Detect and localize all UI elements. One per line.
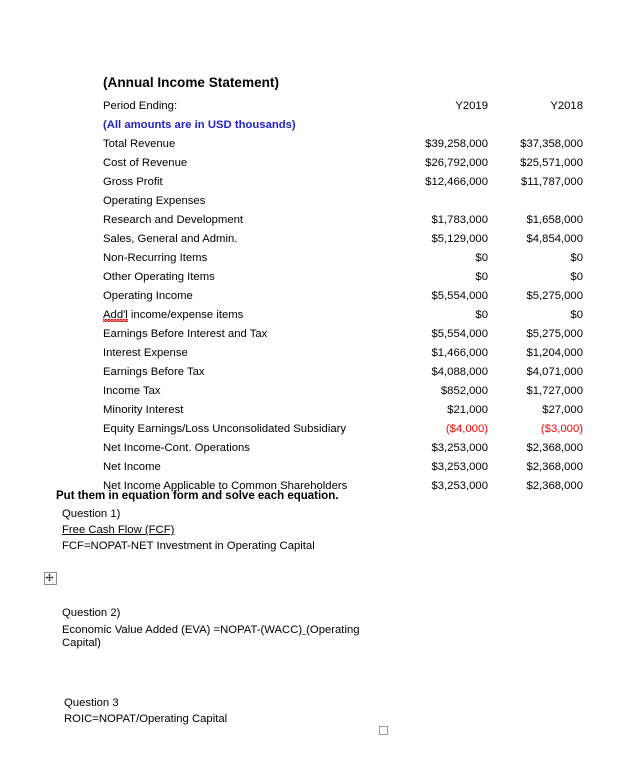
row-label: Net Income Applicable to Common Shareholders — [103, 480, 348, 492]
row-label: Minority Interest — [103, 404, 184, 416]
row-value-y2018: $5,275,000 — [526, 328, 583, 340]
table-row — [103, 306, 583, 325]
question-2-label: Question 2) — [62, 607, 121, 619]
question-1-label: Question 1) — [62, 508, 121, 520]
column-header-y2019: Y2019 — [455, 100, 488, 112]
income-statement-rows — [103, 135, 583, 496]
table-row — [103, 287, 583, 306]
row-value-y2018: ($3,000) — [540, 423, 583, 435]
row-value-y2018: $4,854,000 — [526, 233, 583, 245]
row-label: Income Tax — [103, 385, 161, 397]
row-value-y2019: $3,253,000 — [431, 442, 488, 454]
question-3-label: Question 3 — [64, 697, 119, 709]
row-value-y2019: ($4,000) — [445, 423, 488, 435]
row-value-y2018: $27,000 — [542, 404, 583, 416]
row-value-y2019: $21,000 — [447, 404, 488, 416]
question-1-subtitle: Free Cash Flow (FCF) — [62, 524, 175, 536]
row-label-rest: income/expense items — [127, 309, 244, 321]
title-spacer-y2018 — [488, 70, 583, 97]
table-row — [103, 325, 583, 344]
row-value-y2019: $3,253,000 — [431, 461, 488, 473]
units-note-row — [103, 116, 583, 135]
spellcheck-underlined-text: Add'l — [103, 309, 128, 321]
row-label: Net Income-Cont. Operations — [103, 442, 250, 454]
units-note-label: (All amounts are in USD thousands) — [103, 119, 296, 131]
table-row — [103, 420, 583, 439]
title-spacer-y2019 — [393, 70, 488, 97]
row-label: Earnings Before Tax — [103, 366, 205, 378]
period-ending-label: Period Ending: — [103, 100, 178, 112]
questions-heading: Put them in equation form and solve each equation. — [56, 490, 339, 502]
row-value-y2019: $5,554,000 — [431, 290, 488, 302]
row-label: Net Income — [103, 461, 161, 473]
row-label: Sales, General and Admin. — [103, 233, 238, 245]
row-value-y2018: $2,368,000 — [526, 480, 583, 492]
row-value-y2019: $4,088,000 — [431, 366, 488, 378]
table-row — [103, 154, 583, 173]
question-2-equation-continuation: (Operating — [306, 624, 360, 636]
income-statement-table — [103, 70, 583, 496]
row-value-y2019 — [393, 192, 488, 211]
question-1-equation: FCF=NOPAT-NET Investment in Operating Capital — [62, 540, 315, 552]
row-value-y2019: $0 — [475, 252, 488, 264]
row-label: Total Revenue — [103, 138, 176, 150]
row-value-y2019: $12,466,000 — [425, 176, 488, 188]
row-label: Non-Recurring Items — [103, 252, 208, 264]
row-value-y2018: $0 — [570, 252, 583, 264]
table-row — [103, 439, 583, 458]
row-value-y2018: $1,727,000 — [526, 385, 583, 397]
row-value-y2018 — [488, 192, 583, 211]
row-value-y2018: $0 — [570, 271, 583, 283]
row-label: Research and Development — [103, 214, 244, 226]
row-label: Operating Expenses — [103, 195, 206, 207]
table-row — [103, 401, 583, 420]
row-value-y2018: $2,368,000 — [526, 461, 583, 473]
units-note-spacer-y2019 — [393, 116, 488, 135]
row-value-y2019: $39,258,000 — [425, 138, 488, 150]
row-value-y2018: $0 — [570, 309, 583, 321]
question-2-equation-text: Economic Value Added (EVA) =NOPAT-(WACC) — [62, 624, 303, 636]
table-row — [103, 344, 583, 363]
units-note-spacer-y2018 — [488, 116, 583, 135]
row-value-y2018: $2,368,000 — [526, 442, 583, 454]
row-value-y2018: $1,658,000 — [526, 214, 583, 226]
row-value-y2018: $4,071,000 — [526, 366, 583, 378]
question-2-equation-line2: Capital) — [62, 637, 101, 649]
table-move-handle-icon[interactable] — [44, 572, 57, 585]
income-statement-body — [103, 70, 583, 135]
row-value-y2019: $5,554,000 — [431, 328, 488, 340]
row-value-y2018: $5,275,000 — [526, 290, 583, 302]
table-row — [103, 192, 583, 211]
statement-title-row — [103, 70, 583, 97]
table-row — [103, 135, 583, 154]
row-label: Interest Expense — [103, 347, 188, 359]
table-row — [103, 458, 583, 477]
row-value-y2019: $3,253,000 — [431, 480, 488, 492]
row-value-y2019: $0 — [475, 309, 488, 321]
table-row — [103, 249, 583, 268]
row-value-y2019: $0 — [475, 271, 488, 283]
question-2-equation-line1 — [62, 623, 360, 636]
row-value-y2018: $37,358,000 — [520, 138, 583, 150]
row-label: Other Operating Items — [103, 271, 215, 283]
row-label: Gross Profit — [103, 176, 163, 188]
row-label: Earnings Before Interest and Tax — [103, 328, 268, 340]
table-row — [103, 230, 583, 249]
row-value-y2018: $25,571,000 — [520, 157, 583, 169]
column-header-y2018: Y2018 — [550, 100, 583, 112]
period-ending-row — [103, 97, 583, 116]
object-anchor-icon — [379, 726, 388, 735]
table-row — [103, 268, 583, 287]
row-label: Cost of Revenue — [103, 157, 188, 169]
table-row — [103, 211, 583, 230]
row-value-y2018: $1,204,000 — [526, 347, 583, 359]
row-value-y2019: $1,466,000 — [431, 347, 488, 359]
question-3-equation: ROIC=NOPAT/Operating Capital — [64, 713, 228, 725]
row-value-y2019: $852,000 — [440, 385, 488, 397]
row-label: Equity Earnings/Loss Unconsolidated Subsidiary — [103, 423, 347, 435]
row-value-y2019: $5,129,000 — [431, 233, 488, 245]
row-label: Operating Income — [103, 290, 193, 302]
row-value-y2019: $26,792,000 — [425, 157, 488, 169]
row-value-y2019: $1,783,000 — [431, 214, 488, 226]
row-value-y2018: $11,787,000 — [521, 176, 583, 188]
table-row — [103, 173, 583, 192]
page-title: (Annual Income Statement) — [103, 75, 279, 90]
row-label — [103, 306, 393, 325]
table-row — [103, 382, 583, 401]
table-row — [103, 363, 583, 382]
